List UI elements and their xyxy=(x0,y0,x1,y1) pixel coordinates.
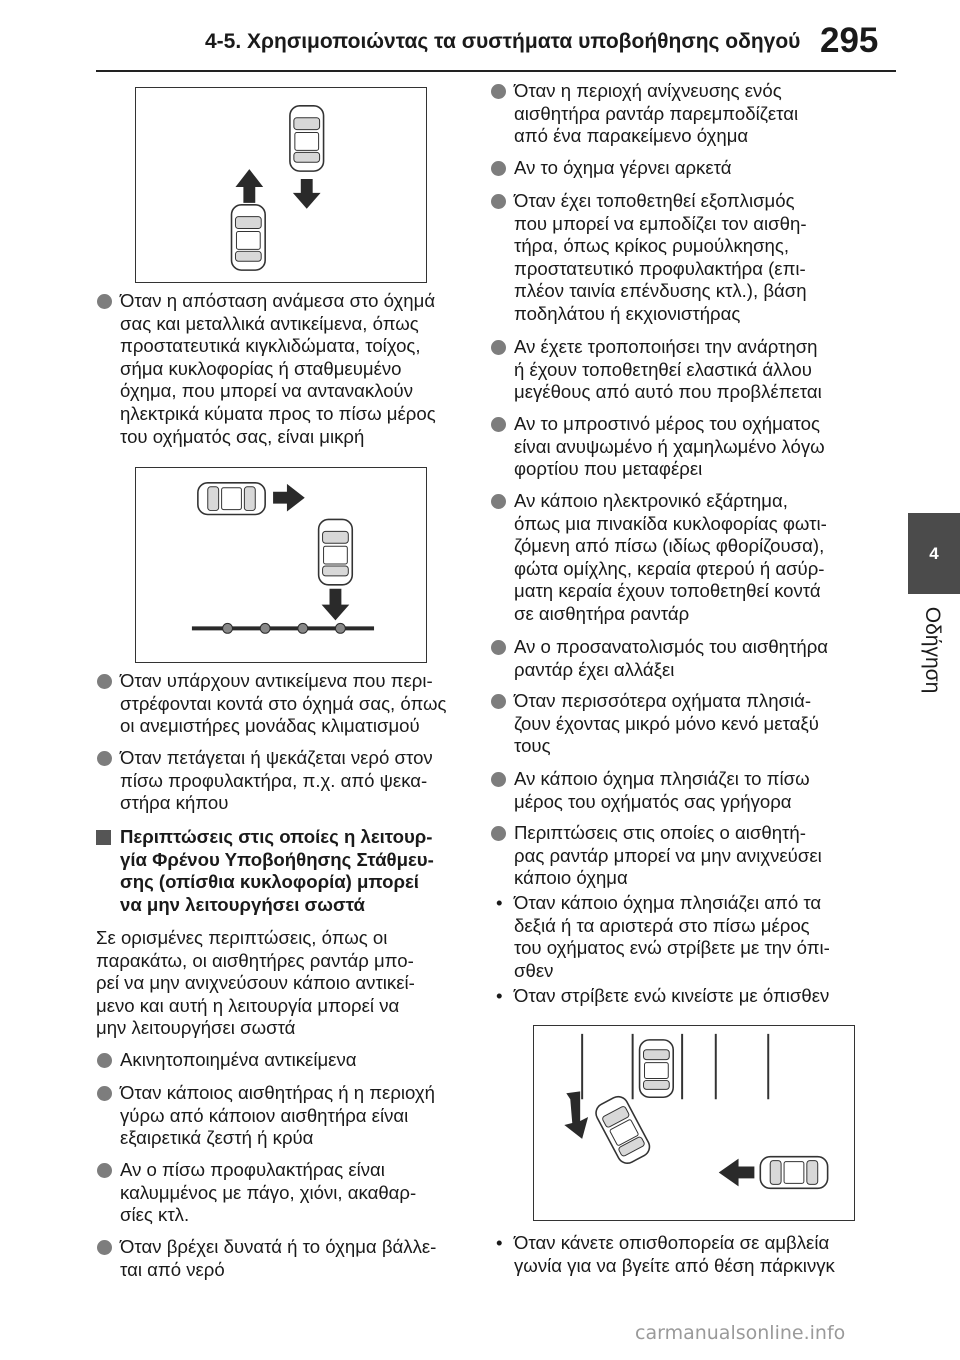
approaching-car-icon xyxy=(760,1157,827,1189)
list-item xyxy=(96,670,476,738)
list-item-line: Όταν η περιοχή ανίχνευσης ενός xyxy=(514,80,782,101)
list-item xyxy=(490,413,890,481)
parking-lines-icon xyxy=(582,1034,768,1099)
list-item-line: Αν έχετε τροποποιήσει την ανάρτηση xyxy=(514,336,818,357)
arrow-up-icon xyxy=(235,169,263,203)
list-item-line: Όταν κάποιος αισθητήρας ή η περιοχή xyxy=(120,1082,435,1103)
page-number: 295 xyxy=(820,21,879,60)
sub-list-item xyxy=(490,892,890,982)
list-item-line: στήρα κήπου xyxy=(120,792,229,814)
car-top-view-icon xyxy=(232,205,266,270)
figure-rear-traffic-reflection xyxy=(135,87,427,283)
list-item-line: σε αισθητήρα ραντάρ xyxy=(514,602,690,624)
car-top-view-icon xyxy=(319,519,353,584)
list-item xyxy=(96,1236,476,1281)
guardrail-icon xyxy=(192,623,374,633)
list-item-line: ζόμενη από πίσω (ιδίως φθορίζουσα), xyxy=(514,535,825,557)
list-item-line: σήμα κυκλοφορίας ή σταθμευμένο xyxy=(120,357,402,379)
list-item xyxy=(96,1159,476,1227)
chapter-tab: 4 xyxy=(908,513,960,594)
bullet-dot-icon xyxy=(491,161,506,176)
sub-list-item xyxy=(490,1232,890,1277)
section-heading-line: σης (οπίσθια κυκλοφορία) μπορεί xyxy=(120,871,419,893)
list-item-line: Αν κάποιο ηλεκτρονικό εξάρτημα, xyxy=(514,490,788,511)
bullet-dot-icon xyxy=(491,84,506,99)
list-item-line: μέρος του οχήματός σας γρήγορα xyxy=(514,790,792,812)
page-header-title: 4-5. Χρησιμοποιώντας τα συστήματα υποβοήθησης οδηγού xyxy=(205,30,801,53)
figure-3-illustration xyxy=(534,1026,854,1220)
list-item xyxy=(96,1082,476,1150)
list-item-line: Όταν έχει τοποθετηθεί εξοπλισμός xyxy=(514,190,795,211)
sub-list-line: γωνία για να βγείτε από θέση πάρκινγκ xyxy=(514,1254,835,1276)
list-item xyxy=(96,1049,476,1072)
bullet-dot-icon xyxy=(491,772,506,787)
sub-bullet-mark: • xyxy=(496,985,503,1006)
bullet-dot-icon xyxy=(491,340,506,355)
sub-bullet-mark: • xyxy=(496,1232,503,1253)
sub-list-line: Όταν στρίβετε ενώ κινείστε με όπισθεν xyxy=(514,985,830,1006)
list-item-line: μεγέθους από αυτό που προβλέπεται xyxy=(514,381,822,403)
list-item-line: ποδηλάτου ή εκχιονιστήρας xyxy=(514,302,741,324)
figure-1-illustration xyxy=(136,88,426,282)
list-item-line: ρας ραντάρ μπορεί να μην ανιχνεύσει xyxy=(514,844,822,866)
bullet-dot-icon xyxy=(97,674,112,689)
sub-list-line: Όταν κάνετε οπισθοπορεία σε αμβλεία xyxy=(514,1232,830,1253)
bullet-dot-icon xyxy=(491,826,506,841)
list-item-line: Περιπτώσεις στις οποίες ο αισθητή- xyxy=(514,822,806,843)
list-item-line: Όταν υπάρχουν αντικείμενα που περι- xyxy=(120,670,433,691)
list-item-line: όχημα, που μπορεί να αντανακλούν xyxy=(120,380,414,402)
list-item-line: Όταν βρέχει δυνατά ή το όχημα βάλλε- xyxy=(120,1236,437,1257)
list-item-line: Όταν η απόσταση ανάμεσα στο όχημά xyxy=(120,290,436,311)
arrow-down-icon xyxy=(322,589,350,621)
arrow-down-icon xyxy=(293,179,321,209)
section-heading-line: Περιπτώσεις στις οποίες η λειτουρ- xyxy=(120,826,433,847)
list-item-line: ή έχουν τοποθετηθεί ελαστικά άλλου xyxy=(514,358,812,380)
list-item xyxy=(490,490,890,626)
section-heading-line: να μην λειτουργήσει σωστά xyxy=(120,893,365,915)
section-square-icon xyxy=(96,830,111,845)
watermark: carmanualsonline.info xyxy=(635,1322,846,1344)
list-item-line: από ένα παρακείμενο όχημα xyxy=(514,125,749,147)
sub-list-line: σθεν xyxy=(514,959,554,981)
figure-2-illustration xyxy=(136,468,426,662)
paragraph-line: μενο και αυτή η λειτουργία μπορεί να xyxy=(96,994,400,1016)
paragraph-line: παρακάτω, οι αισθητήρες ραντάρ μπο- xyxy=(96,949,414,971)
list-item-line: Ακινητοποιημένα αντικείμενα xyxy=(120,1049,357,1070)
bullet-dot-icon xyxy=(491,694,506,709)
list-item-line: οι ανεμιστήρες μονάδας κλιματισμού xyxy=(120,715,420,737)
car-side-view-icon xyxy=(198,483,265,515)
sub-bullet-mark: • xyxy=(496,892,503,913)
list-item-line: στρέφονται κοντά στο όχημά σας, όπως xyxy=(120,692,447,714)
list-item xyxy=(490,190,890,326)
section-heading-line: γία Φρένου Υποβοήθησης Στάθμευ- xyxy=(120,848,434,870)
list-item xyxy=(490,336,890,404)
list-item xyxy=(490,157,890,180)
list-item-line: προστατευτικά κιγκλιδώματα, τοίχος, xyxy=(120,335,421,357)
list-item-line: σας και μεταλλικά αντικείμενα, όπως xyxy=(120,312,419,334)
list-item-line: τους xyxy=(514,735,551,757)
sub-list-item xyxy=(490,985,890,1008)
arrow-left-icon xyxy=(719,1159,755,1187)
list-item-line: πίσω προφυλακτήρα, π.χ. από ψεκα- xyxy=(120,769,428,791)
list-item xyxy=(490,80,890,148)
list-item-line: ηλεκτρικά κύματα προς το πίσω μέρος xyxy=(120,402,436,424)
reversing-car-icon xyxy=(593,1093,653,1166)
chapter-label: Οδήγηση xyxy=(921,606,944,694)
list-item xyxy=(490,690,890,758)
list-item-line: Όταν περισσότερα οχήματα πλησιά- xyxy=(514,690,812,711)
list-item-line: γύρω από κάποιον αισθητήρα είναι xyxy=(120,1104,409,1126)
list-item-line: καλυμμένος με πάγο, χιόνι, ακαθαρ- xyxy=(120,1181,417,1203)
list-item-line: φώτα ομίχλης, κεραία φτερού ή ασύρ- xyxy=(514,557,825,579)
paragraph-line: ρεί να μην ανιχνεύσουν κάποιο αντικεί- xyxy=(96,972,415,994)
list-item-line: ματη κεραία έχουν τοποθετηθεί κοντά xyxy=(514,580,821,602)
arrow-right-icon xyxy=(273,484,305,512)
list-item-line: αισθητήρα ραντάρ παρεμποδίζεται xyxy=(514,102,799,124)
list-item-line: Όταν πετάγεται ή ψεκάζεται νερό στον xyxy=(120,747,433,768)
sub-list-line: Όταν κάποιο όχημα πλησιάζει από τα xyxy=(514,892,822,913)
section-paragraph xyxy=(96,927,476,1040)
list-item-line: είναι ανυψωμένο ή χαμηλωμένο λόγω xyxy=(514,435,825,457)
bullet-dot-icon xyxy=(491,194,506,209)
bullet-dot-icon xyxy=(97,1086,112,1101)
car-top-view-icon xyxy=(290,106,324,171)
list-item-line: του οχήματός σας, είναι μικρή xyxy=(120,425,365,447)
list-item-line: Αν ο πίσω προφυλακτήρας είναι xyxy=(120,1159,385,1180)
bullet-dot-icon xyxy=(491,494,506,509)
list-item-line: Αν ο προσανατολισμός του αισθητήρα xyxy=(514,636,829,657)
bullet-dot-icon xyxy=(97,294,112,309)
list-item-line: φορτίου που μεταφέρει xyxy=(514,458,703,480)
figure-rotating-objects xyxy=(135,467,427,663)
list-item-line: ραντάρ έχει αλλάξει xyxy=(514,658,675,680)
bullet-dot-icon xyxy=(97,1240,112,1255)
list-item-line: Αν το μπροστινό μέρος του οχήματος xyxy=(514,413,820,434)
bullet-dot-icon xyxy=(97,1163,112,1178)
section-heading xyxy=(96,826,476,916)
list-item xyxy=(490,768,890,813)
list-item-line: Αν το όχημα γέρνει αρκετά xyxy=(514,157,732,178)
sub-list-line: δεξιά ή τα αριστερά στο πίσω μέρος xyxy=(514,914,810,936)
bullet-dot-icon xyxy=(97,751,112,766)
list-item-line: ζουν έχοντας μικρό μόνο κενό μεταξύ xyxy=(514,712,819,734)
list-item xyxy=(490,822,890,890)
list-item-line: Αν κάποιο όχημα πλησιάζει το πίσω xyxy=(514,768,810,789)
list-item xyxy=(490,636,890,681)
list-item-line: προστατευτικό προφυλακτήρα (επι- xyxy=(514,257,806,279)
paragraph-line: Σε ορισμένες περιπτώσεις, όπως οι xyxy=(96,927,388,948)
list-item-line: ται από νερό xyxy=(120,1258,225,1280)
list-item-line: πλέον ταινία επένδυσης κτλ.), βάση xyxy=(514,280,807,302)
list-item-line: εξαιρετικά ζεστή ή κρύα xyxy=(120,1127,314,1149)
list-item xyxy=(96,747,476,815)
parked-car-icon xyxy=(640,1040,674,1097)
list-item-line: που μπορεί να εμποδίζει τον αισθη- xyxy=(514,212,807,234)
list-item-line: κάποιο όχημα xyxy=(514,867,628,889)
paragraph-line: μην λειτουργήσει σωστά xyxy=(96,1017,296,1039)
sub-list-line: του οχήματος ενώ στρίβετε με την όπι- xyxy=(514,937,830,959)
bullet-dot-icon xyxy=(491,417,506,432)
bullet-dot-icon xyxy=(491,640,506,655)
list-item-line: σίες κτλ. xyxy=(120,1204,190,1226)
list-item xyxy=(96,290,476,448)
figure-reversing-out-of-parking xyxy=(533,1025,855,1221)
bullet-dot-icon xyxy=(97,1053,112,1068)
list-item-line: τήρα, όπως κρίκος ρυμούλκησης, xyxy=(514,235,790,257)
curved-arrow-icon xyxy=(564,1091,588,1139)
header-rule xyxy=(96,70,896,72)
list-item-line: όπως μια πινακίδα κυκλοφορίας φωτι- xyxy=(514,512,827,534)
